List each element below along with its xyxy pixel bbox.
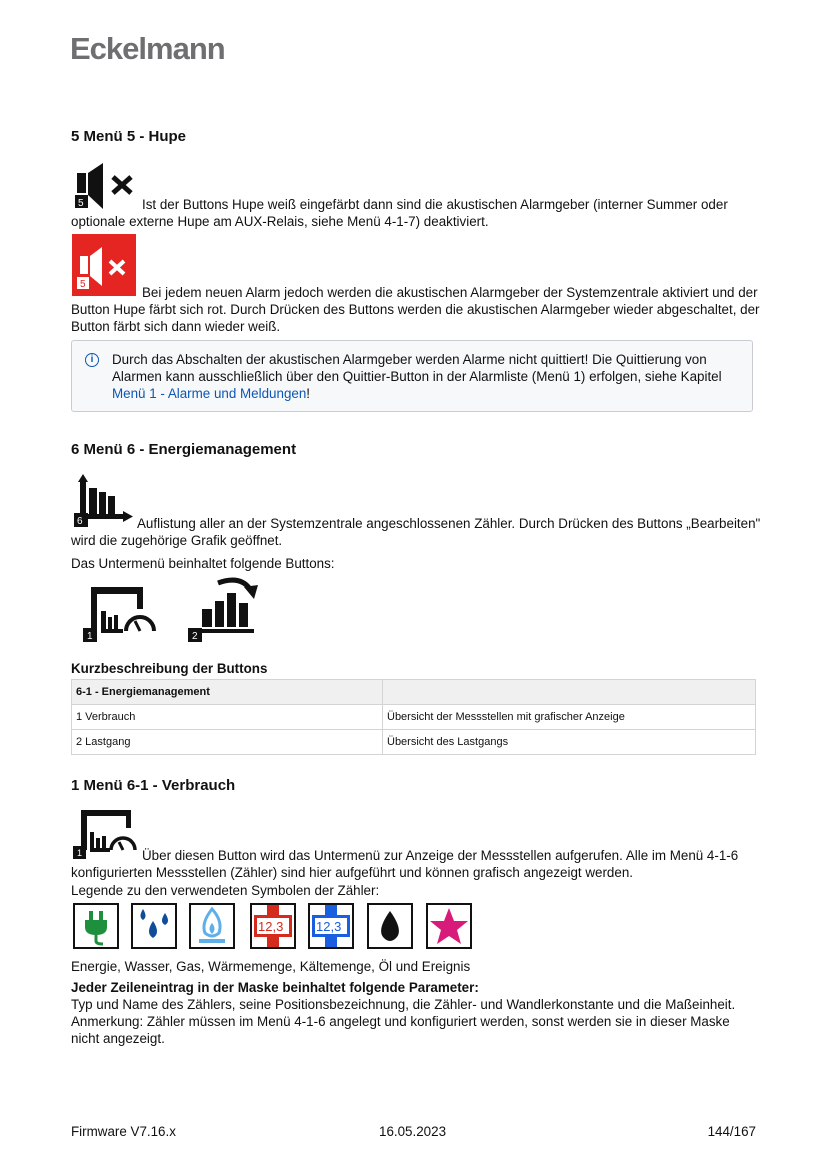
- table-header-cell: 6-1 - Energiemanagement: [72, 680, 383, 705]
- legend-water-icon: [131, 903, 177, 949]
- table-cell: 1 Verbrauch: [72, 705, 383, 730]
- table-cell: 2 Lastgang: [72, 730, 383, 755]
- section-heading-hupe: 5 Menü 5 - Hupe: [71, 128, 187, 145]
- lastgang-button-icon[interactable]: [188, 573, 260, 643]
- svg-text:12,3: 12,3: [258, 919, 284, 934]
- svg-text:5: 5: [80, 279, 86, 290]
- info-icon: i: [85, 353, 99, 367]
- link-menu1-alarme[interactable]: Menü 1 - Alarme und Meldungen: [112, 386, 307, 401]
- svg-text:1: 1: [87, 631, 93, 642]
- table-row: [72, 705, 756, 730]
- table-header-cell: [383, 680, 756, 705]
- legend-caption: Energie, Wasser, Gas, Wärmemenge, Kältemenge, Öl und Ereignis: [71, 959, 471, 974]
- eckelmann-logo: Eckelmann: [70, 31, 225, 66]
- table-header-row: [72, 680, 756, 705]
- legende-text: Legende zu den verwendeten Symbolen der Zähler:: [71, 883, 380, 898]
- svg-text:5: 5: [78, 198, 84, 209]
- legend-oil-drop-icon: [367, 903, 413, 949]
- hupe-white-text: Ist der Buttons Hupe weiß eingefärbt dann sind die akustischen Alarmgeber (interner Summer oder optionale externe Hupe am AUX-Relais, siehe Menü 4-1-7) deaktiviert.: [71, 197, 728, 229]
- hupe-red-text: Bei jedem neuen Alarm jedoch werden die akustischen Alarmgeber der Systemzentrale aktiviert und der Button Hupe färbt sich rot. Durch Drücken des Buttons werden die akustischen Alarmgeber wieder abgeschaltet, der Button färbt sich dann wieder weiß.: [71, 285, 760, 334]
- verbrauch-text: Über diesen Button wird das Untermenü zur Anzeige der Messstellen aufgerufen. Alle im Menü 4-1-6 konfigurierten Messstellen (Zähler) sind hier aufgeführt und können grafisch angezeigt werden.: [71, 848, 739, 880]
- footer-page-number: 144/167: [707, 1124, 756, 1139]
- table-cell: Übersicht des Lastgangs: [383, 730, 756, 755]
- section-heading-verbrauch: 1 Menü 6-1 - Verbrauch: [71, 777, 236, 794]
- table-cell: Übersicht der Messstellen mit grafischer Anzeige: [383, 705, 756, 730]
- legend-energy-plug-icon: [73, 903, 119, 949]
- footer-date: 16.05.2023: [379, 1124, 447, 1139]
- info-note: [71, 340, 753, 412]
- table-row: [72, 730, 756, 755]
- legend-heat-meter-icon: [250, 903, 296, 949]
- legend-event-star-icon: [426, 903, 472, 949]
- svg-text:6: 6: [77, 516, 83, 527]
- section-heading-energiemanagement: 6 Menü 6 - Energiemanagement: [71, 441, 297, 458]
- parameter-heading: Jeder Zeileneintrag in der Maske beinhaltet folgende Parameter:: [71, 980, 479, 995]
- svg-text:1: 1: [77, 848, 83, 858]
- kurzbeschreibung-heading: Kurzbeschreibung der Buttons: [71, 661, 268, 676]
- verbrauch-button-icon[interactable]: [83, 585, 157, 643]
- legend-cold-meter-icon: [308, 903, 354, 949]
- svg-text:12,3: 12,3: [316, 919, 342, 934]
- footer-firmware: Firmware V7.16.x: [71, 1124, 176, 1139]
- svg-text:2: 2: [192, 631, 198, 642]
- parameter-text: Typ und Name des Zählers, seine Positionsbezeichnung, die Zähler- und Wandlerkonstante und die Maßeinheit. Anmerkung: Zähler müssen im Menü 4-1-6 angelegt und konfiguriert werden, sonst werden sie in dieser Maske nicht angezeigt.: [71, 997, 736, 1046]
- note-end: !: [306, 386, 311, 401]
- energie-text: Auflistung aller an der Systemzentrale angeschlossenen Zähler. Durch Drücken des Buttons „Bearbeiten" wird die zugehörige Grafik geöffnet.: [71, 516, 761, 548]
- untermenue-text: Das Untermenü beinhaltet folgende Buttons:: [71, 556, 335, 571]
- buttons-table: [71, 679, 756, 755]
- legend-gas-flame-icon: [189, 903, 235, 949]
- note-text: Durch das Abschalten der akustischen Alarmgeber werden Alarme nicht quittiert! Die Quittierung von Alarmen kann ausschließlich über den Quittier-Button in der Alarmliste (Menü 1) erfolgen, siehe Kapitel: [112, 352, 722, 384]
